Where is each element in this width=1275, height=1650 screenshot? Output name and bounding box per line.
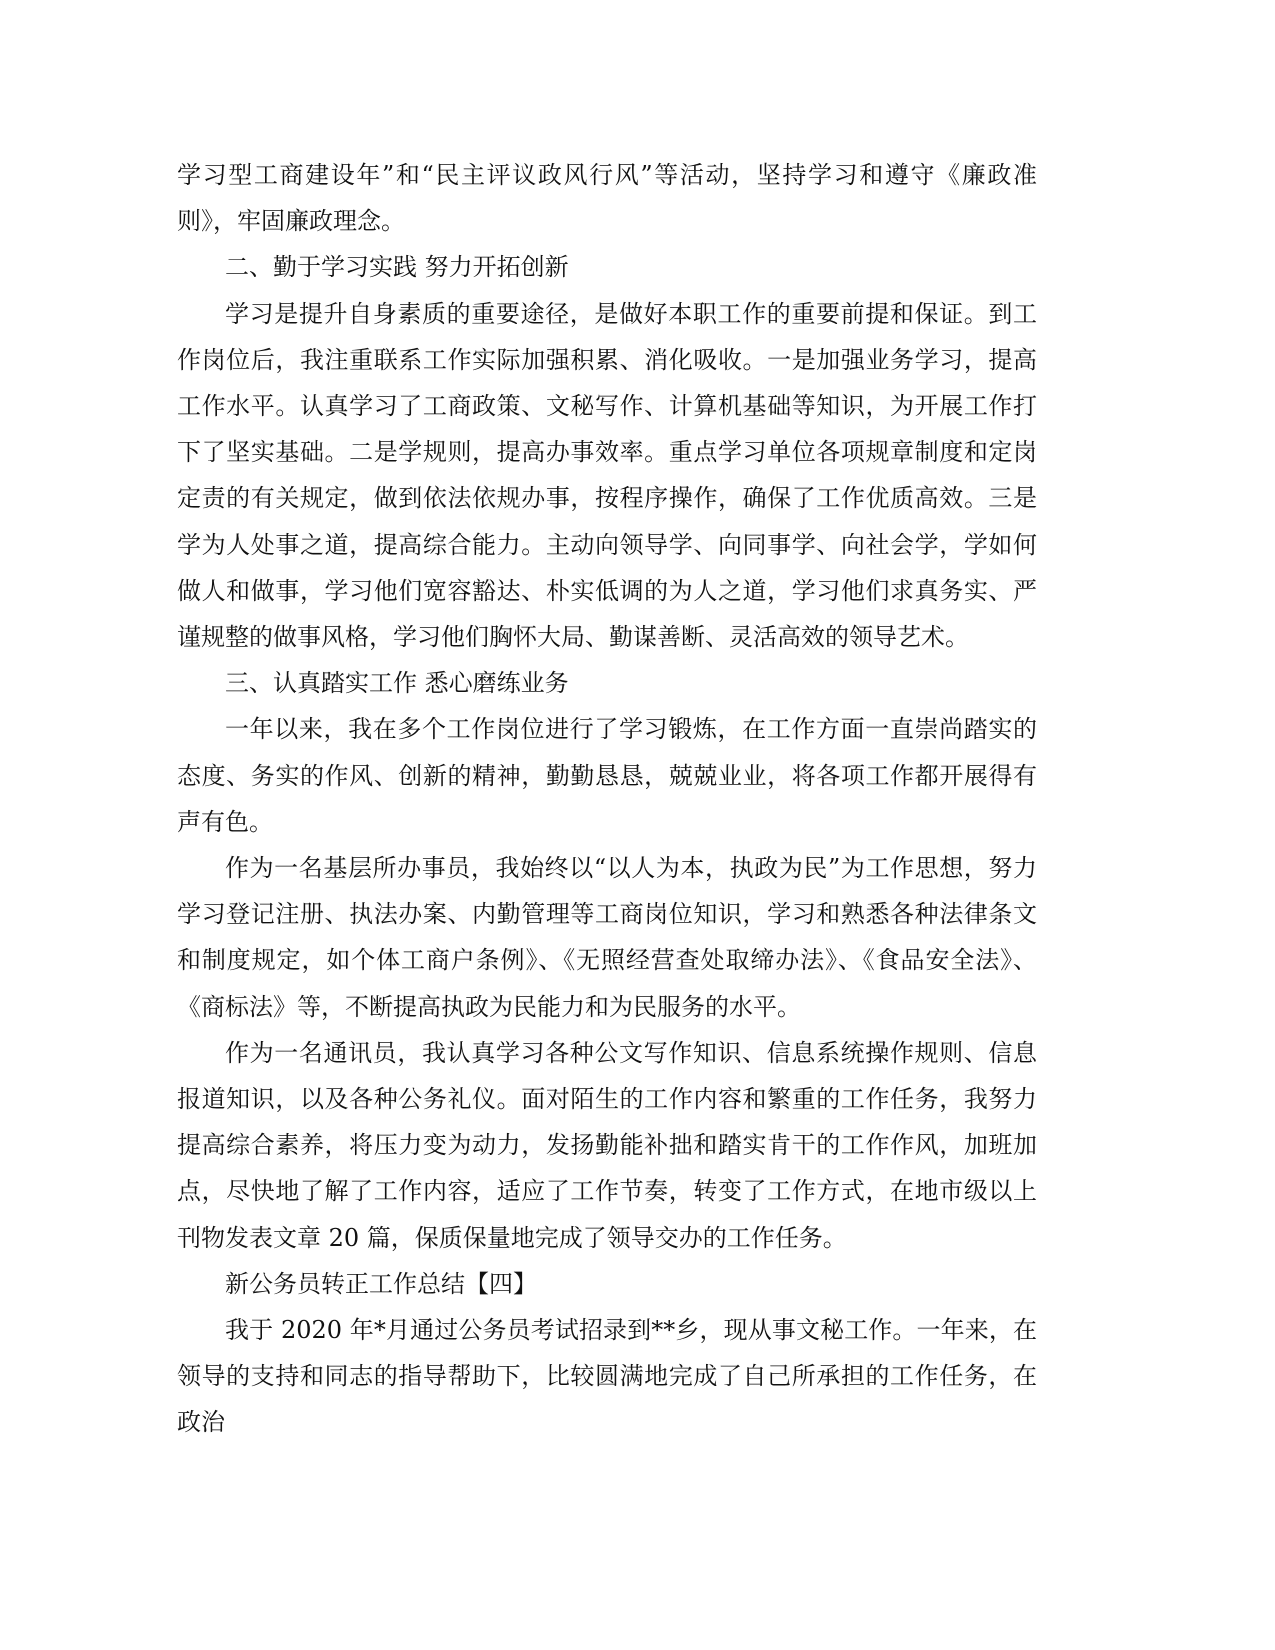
paragraph-continuation: 学习型工商建设年”和“民主评议政风行风”等活动，坚持学习和遵守《廉政准则》，牢固廉政理念。 bbox=[177, 161, 1037, 236]
document-body bbox=[177, 152, 1037, 1446]
paragraph-work-attitude: 一年以来，我在多个工作岗位进行了学习锻炼，在工作方面一直崇尚踏实的态度、务实的作风、创新的精神，勤勤恳恳，兢兢业业，将各项工作都开展得有声有色。 bbox=[177, 715, 1037, 836]
section-heading-3: 三、认真踏实工作 悉心磨练业务 bbox=[225, 669, 569, 698]
paragraph-correspondent: 作为一名通讯员，我认真学习各种公文写作知识、信息系统操作规则、信息报道知识，以及各种公务礼仪。面对陌生的工作内容和繁重的工作任务，我努力提高综合素养，将压力变为动力，发扬勤能补拙和踏实肯干的工作作风，加班加点，尽快地了解了工作内容，适应了工作节奏，转变了工作方式，在地市级以上刊物发表文章 20 篇，保质保量地完成了领导交办的工作任务。 bbox=[177, 1038, 1037, 1252]
paragraph-intro: 我于 2020 年*月通过公务员考试招录到**乡，现从事文秘工作。一年来，在领导的支持和同志的指导帮助下，比较圆满地完成了自己所承担的工作任务，在政治 bbox=[177, 1316, 1037, 1437]
paragraph-study: 学习是提升自身素质的重要途径，是做好本职工作的重要前提和保证。到工作岗位后，我注重联系工作实际加强积累、消化吸收。一是加强业务学习，提高工作水平。认真学习了工商政策、文秘写作、计算机基础等知识，为开展工作打下了坚实基础。二是学规则，提高办事效率。重点学习单位各项规章制度和定岗定责的有关规定，做到依法依规办事，按程序操作，确保了工作优质高效。三是学为人处事之道，提高综合能力。主动向领导学、向同事学、向社会学，学如何做人和做事，学习他们宽容豁达、朴实低调的为人之道，学习他们求真务实、严谨规整的做事风格，学习他们胸怀大局、勤谋善断、灵活高效的领导艺术。 bbox=[177, 299, 1037, 652]
section-title-four: 新公务员转正工作总结【四】 bbox=[225, 1269, 537, 1298]
paragraph-clerk: 作为一名基层所办事员，我始终以“以人为本，执政为民”为工作思想，努力学习登记注册、执法办案、内勤管理等工商岗位知识，学习和熟悉各种法律条文和制度规定，如个体工商户条例》、《无照经营查处取缔办法》、《食品安全法》、《商标法》等，不断提高执政为民能力和为民服务的水平。 bbox=[177, 854, 1037, 1021]
section-heading-2: 二、勤于学习实践 努力开拓创新 bbox=[225, 253, 569, 282]
